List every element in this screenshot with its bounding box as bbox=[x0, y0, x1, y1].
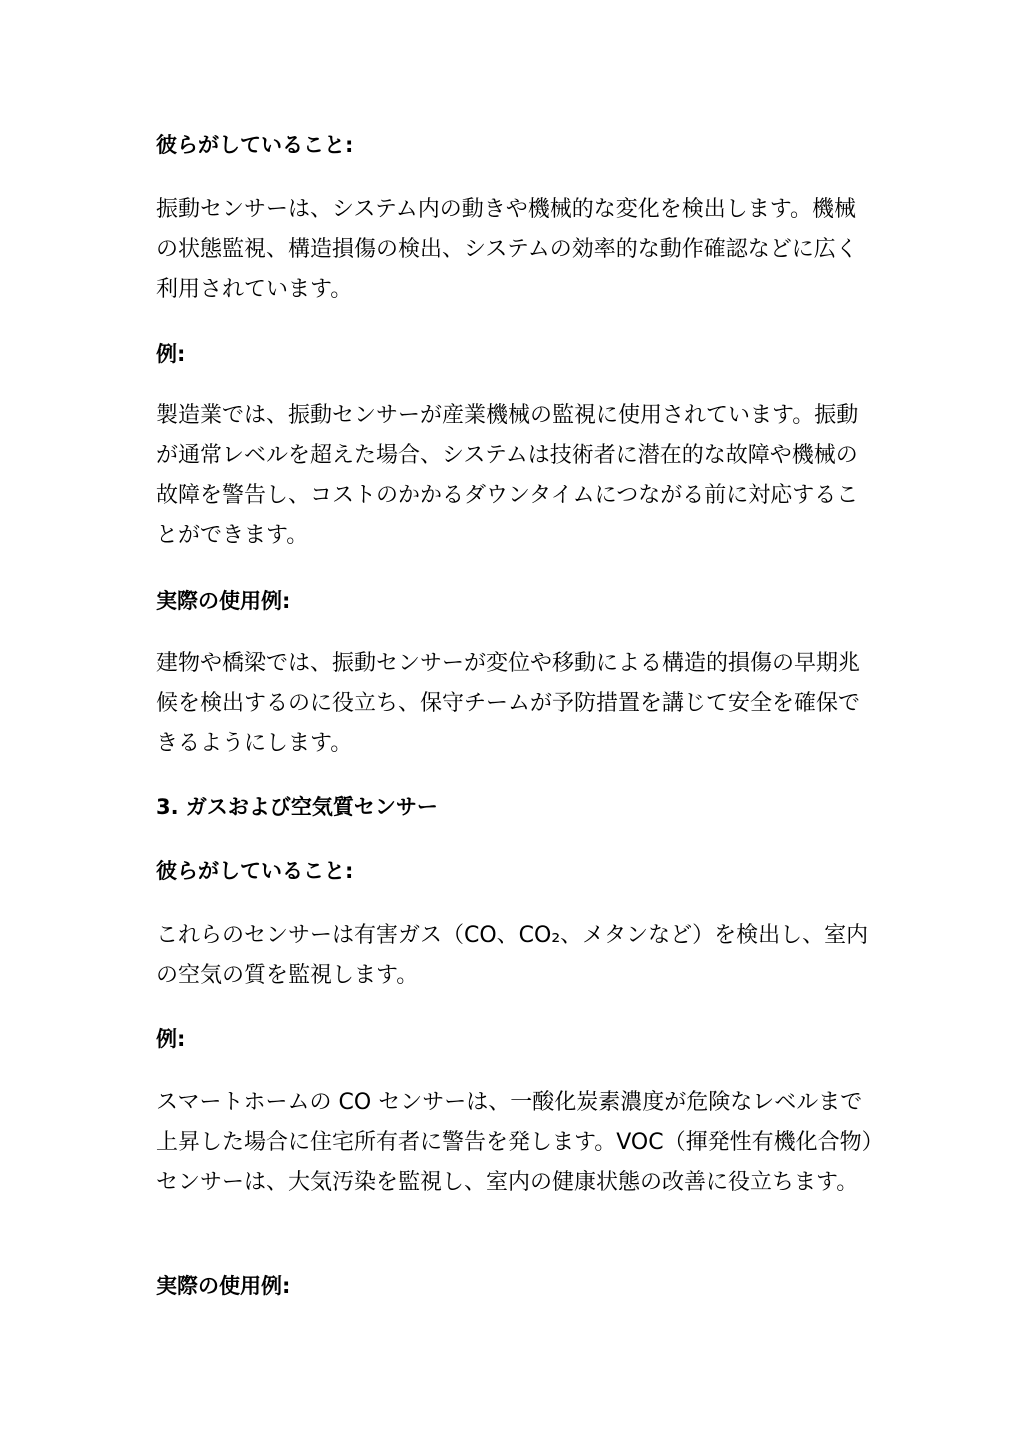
paragraph-vibration-sensor-description: 振動センサーは、システム内の動きや機械的な変化を検出します。機械の状態監視、構造損傷の検出、システムの効率的な動作確認などに広く利用されています。 bbox=[156, 197, 858, 302]
heading-real-world-use: 実際の使用例: bbox=[156, 589, 291, 613]
paragraph-gas-sensor-description: これらのセンサーは有害ガス（CO、CO₂、メタンなど）を検出し、室内の空気の質を監視します。 bbox=[156, 923, 869, 988]
section-title-gas-air-quality: 3. ガスおよび空気質センサー bbox=[156, 795, 438, 819]
heading-example: 例: bbox=[156, 1027, 186, 1051]
paragraph-manufacturing-example: 製造業では、振動センサーが産業機械の監視に使用されています。振動が通常レベルを超えた場合、システムは技術者に潜在的な故障や機械の故障を警告し、コストのかかるダウンタイムにつながる前に対応することができます。 bbox=[156, 403, 859, 548]
paragraph-bridge-example: 建物や橋梁では、振動センサーが変位や移動による構造的損傷の早期兆候を検出するのに役立ち、保守チームが予防措置を講じて安全を確保できるようにします。 bbox=[156, 651, 861, 756]
heading-real-world-use: 実際の使用例: bbox=[156, 1274, 291, 1298]
heading-what-they-do: 彼らがしていること: bbox=[156, 133, 354, 157]
heading-what-they-do: 彼らがしていること: bbox=[156, 859, 354, 883]
heading-example: 例: bbox=[156, 342, 186, 366]
paragraph-smart-home-example: スマートホームの CO センサーは、一酸化炭素濃度が危険なレベルまで上昇した場合に住宅所有者に警告を発します。VOC（揮発性有機化合物）センサーは、大気汚染を監視し、室内の健康状態の改善に役立ちます。 bbox=[156, 1090, 873, 1195]
